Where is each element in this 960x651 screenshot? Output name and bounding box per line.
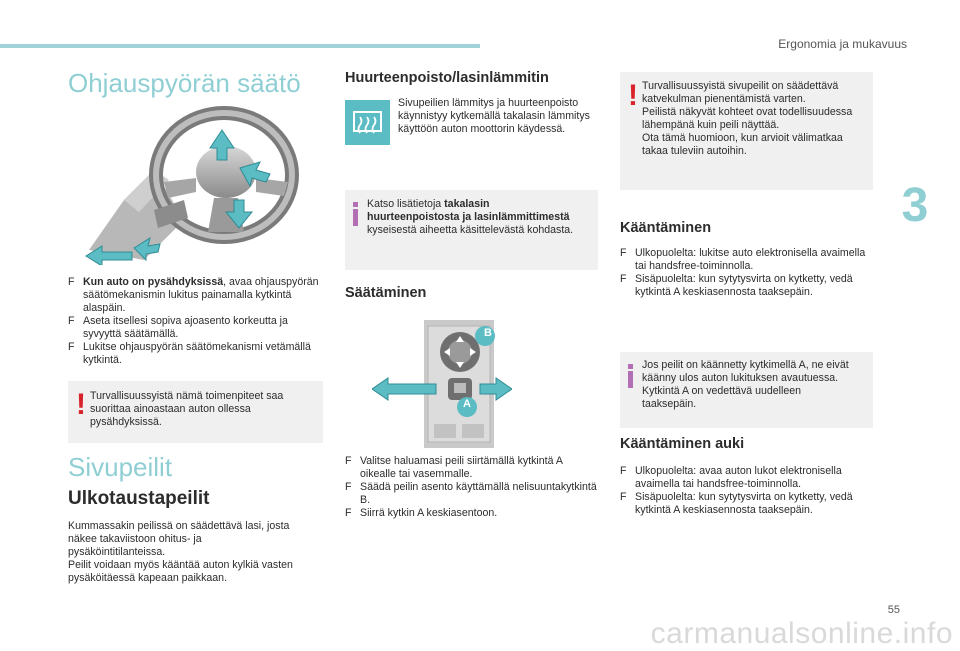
header-accent-bar xyxy=(0,44,480,48)
fold-info-box xyxy=(620,352,873,428)
fold-steps xyxy=(620,247,878,299)
mirrors-title: Sivupeilit xyxy=(68,452,173,482)
list-item: F Aseta itsellesi sopiva ajoasento korkeutta ja syvyyttä säätämällä. xyxy=(68,315,288,340)
warning-text: Turvallisuussyistä nämä toimenpiteet saa suorittaa ainoastaan auton ollessa pysähdyksissä. xyxy=(90,390,284,428)
unfold-steps xyxy=(620,465,878,517)
bullet-icon: F xyxy=(68,276,75,288)
list-item: F Sisäpuolelta: kun sytytysvirta on kytketty, vedä kytkintä A keskiasennosta taaksepäin. xyxy=(620,273,853,298)
list-item: F Säädä peilin asento käyttämällä nelisuuntakytkintä B. xyxy=(345,481,597,506)
mirror-control-illustration xyxy=(372,320,512,448)
bullet-icon: F xyxy=(620,247,627,259)
info-text: Jos peilit on käännetty kytkimellä A, ne eivät käänny ulos auton lukituksen avautuessa. Kytkintä A on vedettävä uudelleen taaksepäin. xyxy=(642,359,849,410)
adjust-title: Säätäminen xyxy=(345,285,427,301)
chapter-number: 3 xyxy=(901,179,929,232)
list-item: F Ulkopuolelta: lukitse auto elektronisella avaimella tai handsfree-toiminnolla. xyxy=(620,247,866,272)
defrost-info-box xyxy=(345,190,598,270)
steering-warning-box xyxy=(68,381,323,443)
bullet-icon: F xyxy=(620,465,627,477)
bullet-icon: F xyxy=(345,481,352,493)
bullet-icon: F xyxy=(68,341,75,353)
unfold-title: Kääntäminen auki xyxy=(620,436,745,452)
mirror-warning-box xyxy=(620,72,873,190)
fold-title: Kääntäminen xyxy=(620,220,712,236)
list-item: F Sisäpuolelta: kun sytytysvirta on kytketty, vedä kytkintä A keskiasennosta taaksepäin. xyxy=(620,491,853,516)
bullet-icon: F xyxy=(620,491,627,503)
bullet-icon: F xyxy=(345,455,352,467)
steering-title: Ohjauspyörän säätö xyxy=(68,68,301,98)
list-item: F Ulkopuolelta: avaa auton lukot elektronisella avaimella tai handsfree-toiminnolla. xyxy=(620,465,842,490)
label-a: A xyxy=(463,398,471,410)
warning-icon: ! xyxy=(76,388,86,421)
defrost-title: Huurteenpoisto/lasinlämmitin xyxy=(345,70,549,86)
label-b: B xyxy=(484,327,492,339)
watermark: carmanualsonline.info xyxy=(650,617,953,650)
steering-steps xyxy=(68,276,328,367)
list-item: F Lukitse ohjauspyörän säätömekanismi vetämällä kytkintä. xyxy=(68,341,311,366)
warning-text: Turvallisuussyistä sivupeilit on säädettävä katvekulman pienentämistä varten. Peilistä näkyvät kohteet ovat todellisuudessa lähempänä kuin peili näyttää. Ota tämä huomioon, kun arvioit välimatkaa takaa tuleviin autoihin. xyxy=(642,80,853,157)
bullet-icon: F xyxy=(345,507,352,519)
list-item: F Kun auto on pysähdyksissä, avaa ohjauspyörän säätömekanismin lukitus painamalla kytkintä alaspäin. xyxy=(68,276,319,314)
section-header: Ergonomia ja mukavuus xyxy=(778,37,907,51)
info-icon xyxy=(353,202,358,226)
list-item: F Siirrä kytkin A keskiasentoon. xyxy=(345,507,498,519)
list-item: F Valitse haluamasi peili siirtämällä kytkintä A oikealle tai vasemmalle. xyxy=(345,455,563,480)
warning-icon: ! xyxy=(628,79,638,112)
page-number: 55 xyxy=(887,604,900,616)
bullet-icon: F xyxy=(620,273,627,285)
defrost-text: Sivupeilien lämmitys ja huurteenpoisto käynnistyy kytkemällä takalasin lämmitys käyttöön auton moottorin käydessä. xyxy=(398,97,590,135)
mirror-defrost-icon xyxy=(345,100,390,145)
exterior-mirrors-title: Ulkotaustapeilit xyxy=(68,488,210,509)
steering-wheel-illustration xyxy=(84,100,304,265)
info-icon xyxy=(628,364,633,388)
exterior-mirrors-text: Kummassakin peilissä on säädettävä lasi, josta näkee takaviistoon ohitus- ja pysäköintitilanteissa. Peilit voidaan myös kääntää auton kylkiä vasten pysäköitäessä kapeaan paikkaan. xyxy=(68,520,293,584)
bullet-icon: F xyxy=(68,315,75,327)
adjust-steps xyxy=(345,455,600,520)
info-text: Katso lisätietoja takalasin huurteenpoistosta ja lasinlämmittimestä kyseisestä aiheetta käsittelevästä kohdasta. xyxy=(367,198,574,236)
